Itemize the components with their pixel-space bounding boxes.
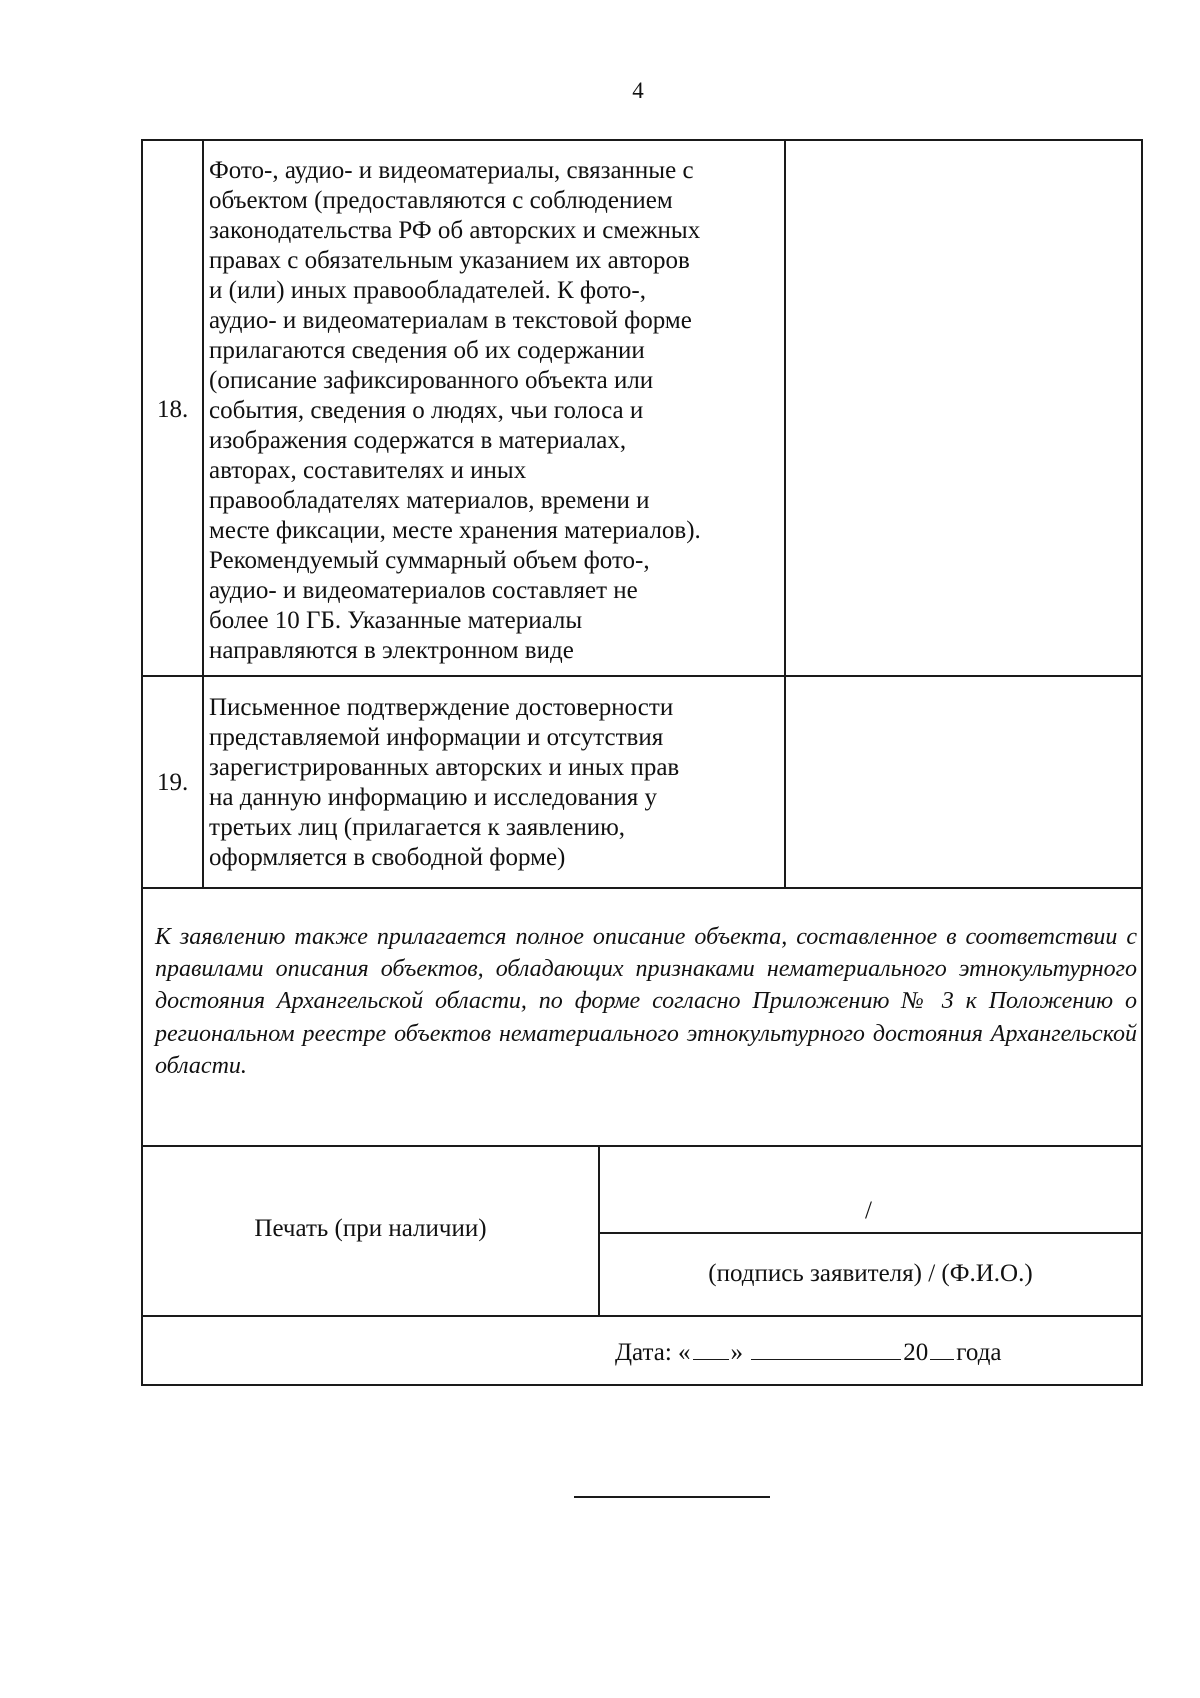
row-18-answer-cell[interactable] bbox=[786, 141, 1141, 675]
row-18-description: Фото-, аудио- и видеоматериалы, связанные с объектом (предоставляются с соблюдением законодательства РФ об авторских и смежных правах с обязательным указанием их авторов и (или) иных правообладателей. К фото-, аудио- и видеоматериалам в текстовой форме прилагаются сведения об их содержании (описание зафиксированного объекта или события, сведения о людях, чьи голоса и изображения содержатся в материалах, авторах, составителях и иных правообладателях материалов, времени и месте фиксации, месте хранения материалов). Рекомендуемый суммарный объем фото-, аудио- и видеоматериалов составляет не более 10 ГБ. Указанные материалы направляются в электронном виде bbox=[209, 157, 701, 664]
year-prefix: 20 bbox=[903, 1339, 929, 1366]
page-number: 4 bbox=[632, 78, 644, 103]
row-19-number: 19. bbox=[157, 769, 189, 796]
date-close-quote: » bbox=[730, 1339, 744, 1366]
date-label: Дата: bbox=[615, 1339, 672, 1366]
seal-label: Печать (при наличии) bbox=[254, 1215, 487, 1242]
row-divider-19-note bbox=[141, 887, 1143, 889]
year-suffix: года bbox=[956, 1339, 1002, 1366]
table-left-border bbox=[141, 139, 143, 1386]
row-19-answer-cell[interactable] bbox=[786, 677, 1141, 887]
month-blank[interactable] bbox=[751, 1335, 901, 1360]
year-blank[interactable] bbox=[930, 1335, 954, 1360]
signature-column-divider bbox=[598, 1145, 600, 1317]
table-right-border bbox=[1141, 139, 1143, 1386]
row-18-number: 18. bbox=[157, 396, 189, 423]
table-bottom-border bbox=[141, 1384, 1143, 1386]
signature-line bbox=[599, 1232, 1142, 1234]
end-of-document-line bbox=[574, 1496, 770, 1498]
attachment-note: К заявлению также прилагается полное описание объекта, составленное в соответствии с правилами описания объектов, обладающих признаками нематериального этнокультурного достояния Архангельской области, по форме согласно Приложению № 3 к Положению о региональном реестре объектов нематериального этнокультурного достояния Архангельской области. bbox=[155, 924, 1137, 1079]
row-19-description: Письменное подтверждение достоверности представляемой информации и отсутствия зарегистрированных авторских и иных прав на данную информацию и исследования у третьих лиц (прилагается к заявлению, оформляется в свободной форме) bbox=[209, 694, 680, 871]
date-open-quote: « bbox=[678, 1339, 691, 1366]
number-column-divider bbox=[202, 139, 204, 889]
signature-separator: / bbox=[865, 1197, 872, 1224]
row-divider-note-signature bbox=[141, 1145, 1143, 1147]
row-divider-signature-date bbox=[141, 1315, 1143, 1317]
date-line bbox=[615, 1335, 1002, 1367]
signature-caption: (подпись заявителя) / (Ф.И.О.) bbox=[708, 1260, 1033, 1287]
day-blank[interactable] bbox=[693, 1335, 729, 1360]
